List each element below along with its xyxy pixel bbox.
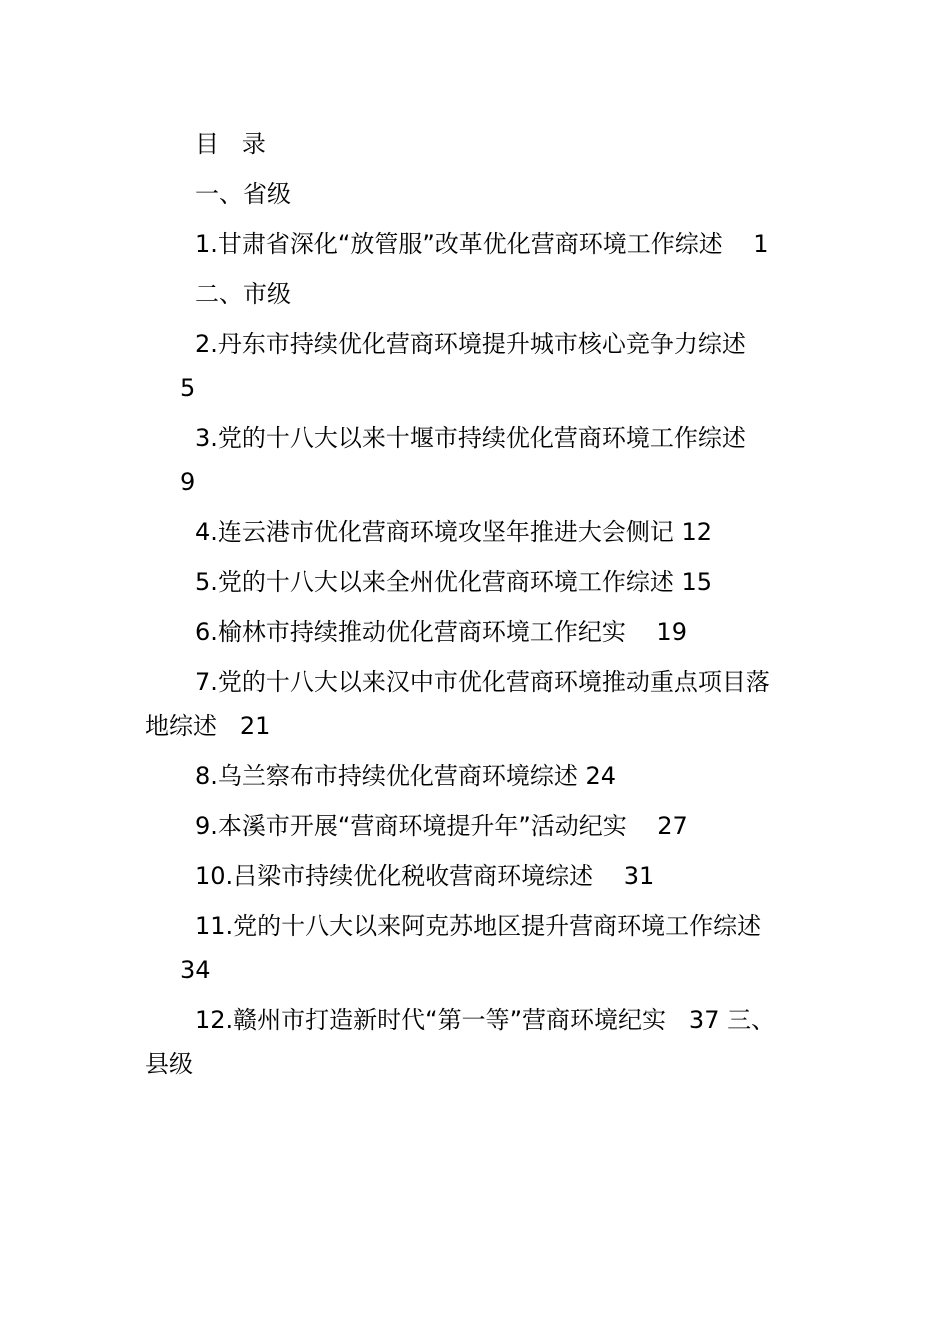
section-heading-county: 县级 [145, 1050, 193, 1078]
toc-entry-title: 1.甘肃省深化“放管服”改革优化营商环境工作综述 [195, 230, 754, 258]
toc-entry-page: 9 [180, 468, 196, 496]
toc-entry-11[interactable] [145, 904, 810, 948]
toc-entry-title-continuation: 地综述 [145, 712, 240, 740]
toc-entry-page: 27 [657, 812, 688, 840]
toc-entry-page: 12 [681, 518, 713, 546]
toc-entry-page: 15 [681, 568, 713, 596]
toc-entry-page: 31 [623, 862, 655, 890]
toc-entry-page: 37 [688, 1006, 720, 1034]
toc-entry-title: 11.党的十八大以来阿克苏地区提升营商环境工作综述 [195, 912, 762, 940]
toc-entry-8[interactable] [145, 754, 810, 798]
section-heading-city: 二、市级 [195, 280, 291, 308]
toc-entry-title: 9.本溪市开展“营商环境提升年”活动纪实 [195, 812, 658, 840]
toc-entry-9[interactable] [145, 804, 810, 848]
table-of-contents [145, 122, 810, 1086]
toc-entry-2[interactable] [145, 322, 810, 366]
toc-entry-5[interactable] [145, 560, 810, 604]
toc-entry-title: 3.党的十八大以来十堰市持续优化营商环境工作综述 [195, 424, 746, 452]
toc-entry-1[interactable] [145, 222, 810, 266]
toc-entry-page: 34 [180, 956, 211, 984]
toc-entry-6[interactable] [145, 610, 810, 654]
toc-entry-page: 21 [239, 712, 271, 740]
toc-entry-3[interactable] [145, 416, 810, 460]
toc-entry-title: 2.丹东市持续优化营商环境提升城市核心竞争力综述 [195, 330, 746, 358]
toc-entry-7-continuation [145, 704, 810, 748]
toc-entry-7[interactable] [145, 660, 810, 704]
toc-entry-page: 1 [753, 230, 769, 258]
toc-entry-title: 12.赣州市打造新时代“第一等”营商环境纪实 [195, 1006, 689, 1034]
toc-entry-page: 24 [585, 762, 617, 790]
toc-entry-title: 6.榆林市持续推动优化营商环境工作纪实 [195, 618, 657, 646]
section-heading-province: 一、省级 [195, 180, 291, 208]
toc-entry-page: 5 [180, 374, 196, 402]
toc-entry-12[interactable] [145, 998, 810, 1042]
toc-entry-title: 7.党的十八大以来汉中市优化营商环境推动重点项目落 [195, 668, 770, 696]
toc-entry-title: 10.吕梁市持续优化税收营商环境综述 [195, 862, 624, 890]
toc-entry-4[interactable] [145, 510, 810, 554]
toc-entry-2-page-line [145, 366, 810, 410]
toc-entry-page: 19 [656, 618, 687, 646]
toc-entry-title: 8.乌兰察布市持续优化营商环境综述 [195, 762, 586, 790]
toc-entry-title: 5.党的十八大以来全州优化营商环境工作综述 [195, 568, 682, 596]
toc-entry-10[interactable] [145, 854, 810, 898]
toc-heading: 目 录 [195, 130, 266, 158]
section-heading-county-start: 三、 [719, 1006, 776, 1034]
toc-entry-title: 4.连云港市优化营商环境攻坚年推进大会侧记 [195, 518, 682, 546]
toc-entry-3-page-line [145, 460, 810, 504]
toc-entry-11-page-line [145, 948, 810, 992]
